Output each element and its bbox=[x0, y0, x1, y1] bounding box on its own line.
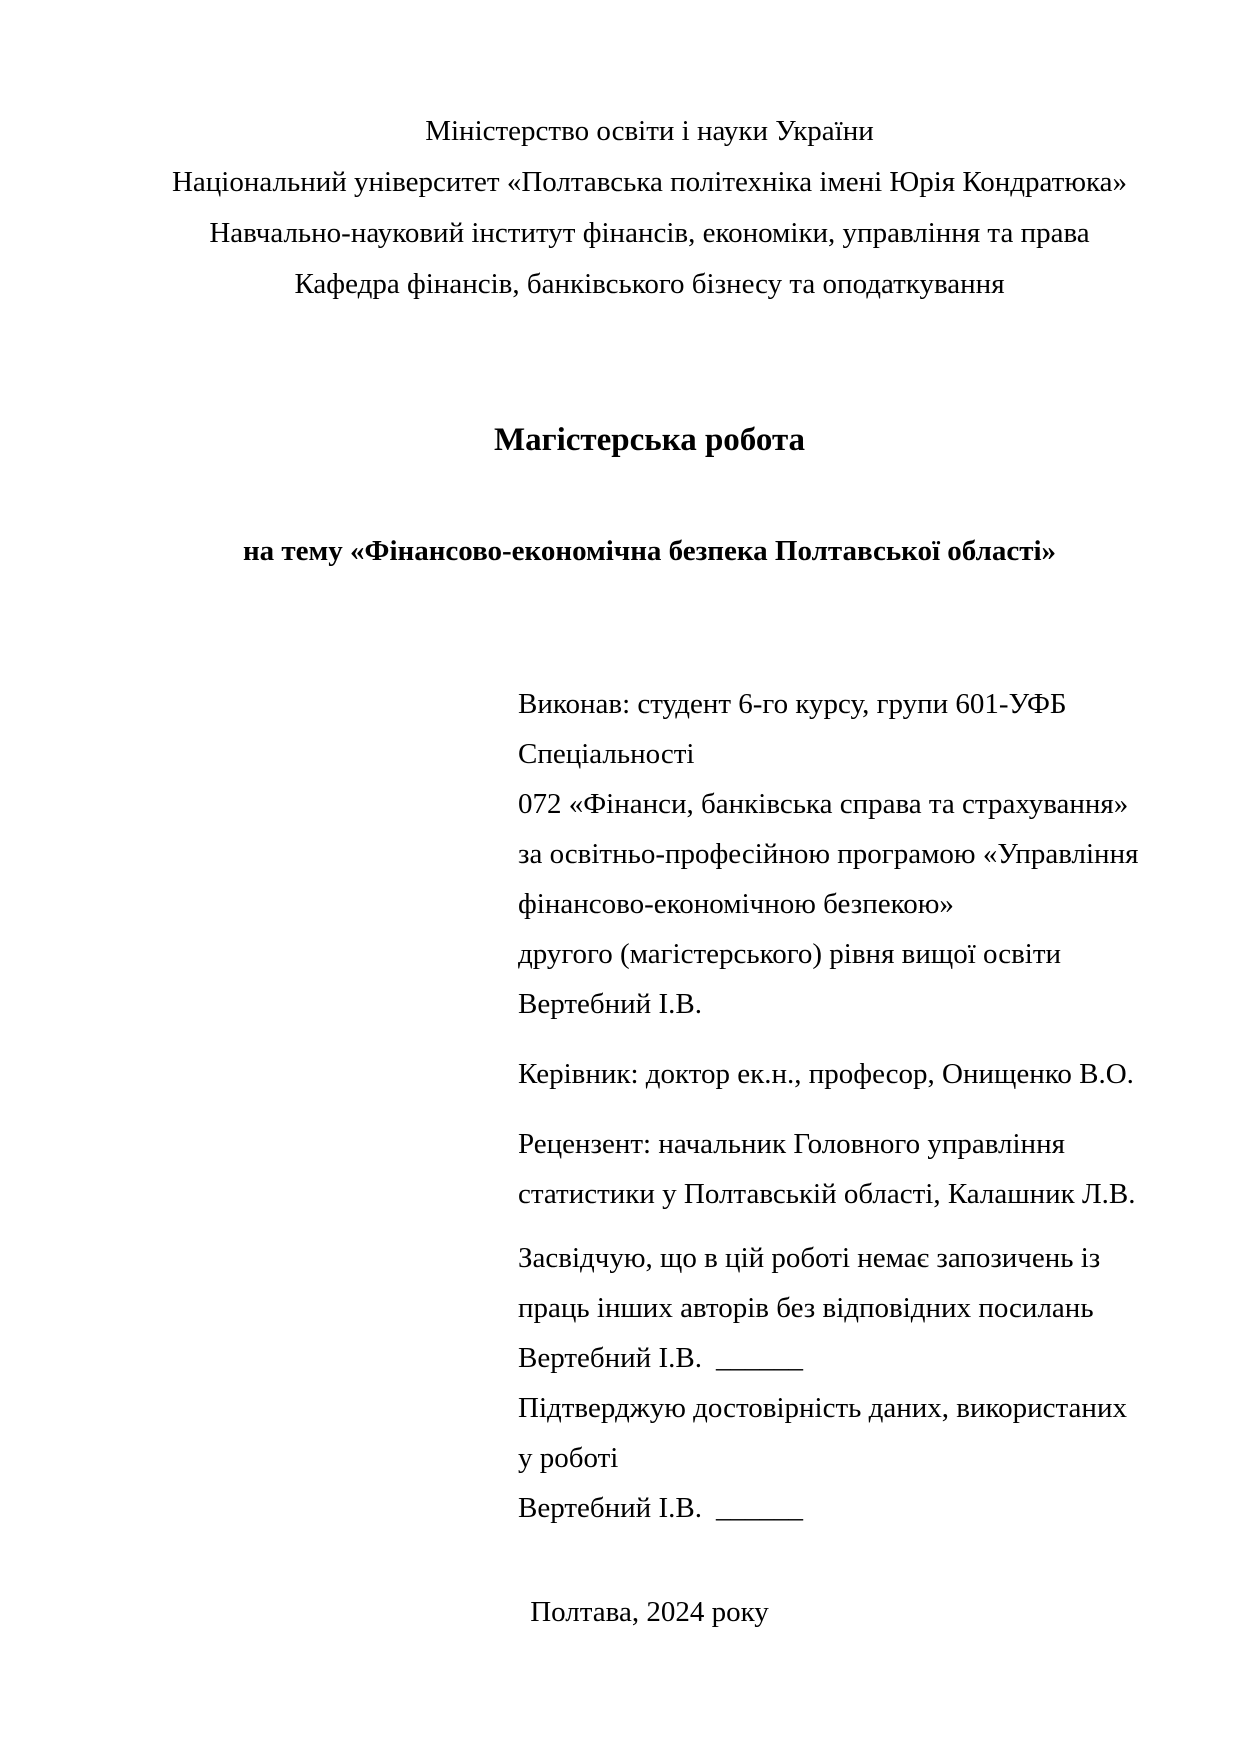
student-name-line: Вертебний І.В. bbox=[518, 988, 702, 1020]
institute-line: Навчально-науковий інститут фінансів, економіки, управління та права bbox=[209, 217, 1090, 249]
declarations-paragraph bbox=[518, 1233, 1151, 1533]
supervisor-line: Керівник: доктор ек.н., професор, Онищенко В.О. bbox=[518, 1058, 1134, 1090]
details-block bbox=[518, 679, 1151, 1533]
reviewer-paragraph bbox=[518, 1119, 1151, 1219]
executor-paragraph bbox=[518, 679, 1151, 1029]
declaration-no-borrowing-line-2: праць інших авторів без відповідних посилань bbox=[518, 1292, 1094, 1324]
signature-name-2: Вертебний І.В. bbox=[518, 1492, 702, 1524]
program-line-2: фінансово-економічною безпекою» bbox=[518, 888, 954, 920]
reviewer-line-1: Рецензент: начальник Головного управління bbox=[518, 1128, 1065, 1160]
signature-underline-2: ______ bbox=[715, 1492, 803, 1524]
declaration-no-borrowing-line-1: Засвідчую, що в цій роботі немає запозичень із bbox=[518, 1242, 1101, 1274]
declaration-data-validity-line-2: у роботі bbox=[518, 1442, 619, 1474]
place-date-line: Полтава, 2024 року bbox=[530, 1596, 769, 1628]
ministry-line: Міністерство освіти і науки України bbox=[425, 115, 874, 147]
specialty-label-line: Спеціальності bbox=[518, 738, 695, 770]
document-header bbox=[148, 106, 1151, 310]
thesis-title: Магістерська робота bbox=[493, 422, 806, 458]
thesis-topic: на тему «Фінансово-економічна безпека Полтавської області» bbox=[242, 535, 1057, 567]
supervisor-paragraph bbox=[518, 1049, 1151, 1099]
executor-line: Виконав: студент 6-го курсу, групи 601-УФБ bbox=[518, 688, 1067, 720]
reviewer-line-2: статистики у Полтавській області, Калашник Л.В. bbox=[518, 1178, 1136, 1210]
department-line: Кафедра фінансів, банківського бізнесу та оподаткування bbox=[294, 268, 1005, 300]
signature-name-1: Вертебний І.В. bbox=[518, 1342, 702, 1374]
signature-underline-1: ______ bbox=[715, 1342, 803, 1374]
signature-row-2 bbox=[518, 1483, 1151, 1533]
specialty-code-line: 072 «Фінанси, банківська справа та страхування» bbox=[518, 788, 1129, 820]
declaration-data-validity-line-1: Підтверджую достовірність даних, використаних bbox=[518, 1392, 1127, 1424]
program-line-1: за освітньо-професійною програмою «Управління bbox=[518, 838, 1139, 870]
degree-level-line: другого (магістерського) рівня вищої освіти bbox=[518, 938, 1062, 970]
university-line: Національний університет «Полтавська політехніка імені Юрія Кондратюка» bbox=[171, 166, 1128, 198]
signature-row-1 bbox=[518, 1333, 1151, 1383]
